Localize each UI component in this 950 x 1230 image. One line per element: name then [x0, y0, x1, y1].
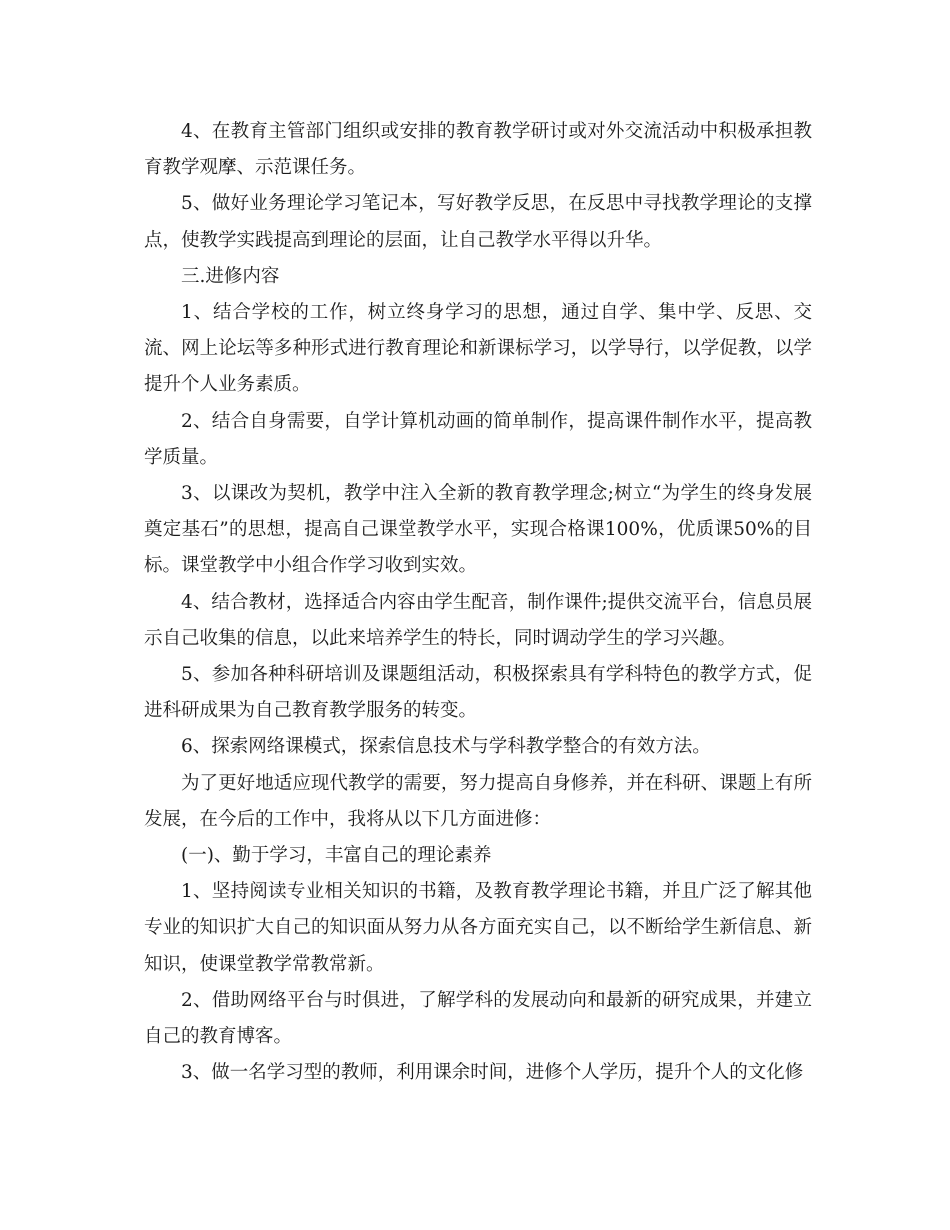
paragraph-item-1-reading: 1、坚持阅读专业相关知识的书籍，及教育教学理论书籍，并且广泛了解其他专业的知识扩大自己的知识面从努力从各方面充实自己，以不断给学生新信息、新知识，使课堂教学常教常新。	[144, 881, 812, 975]
paragraph-item-4-teaching-materials: 4、结合教材，选择适合内容由学生配音，制作课件;提供交流平台，信息员展示自己收集的信息，以此来培养学生的特长，同时调动学生的学习兴趣。	[144, 591, 812, 649]
paragraph-item-5-reflection: 5、做好业务理论学习笔记本，写好教学反思，在反思中寻找教学理论的支撑点，使教学实践提高到理论的层面，让自己教学水平得以升华。	[144, 193, 812, 251]
paragraph-item-2-courseware: 2、结合自身需要，自学计算机动画的简单制作，提高课件制作水平，提高教学质量。	[144, 410, 812, 468]
paragraph-item-5-research: 5、参加各种科研培训及课题组活动，积极探索具有学科特色的教学方式，促进科研成果为自己教育教学服务的转变。	[144, 664, 812, 722]
paragraph-intro-future-study: 为了更好地适应现代教学的需要，努力提高自身修养，并在科研、课题上有所发展，在今后的工作中，我将从以下几方面进修：	[144, 772, 812, 830]
paragraph-item-2-network-platform: 2、借助网络平台与时俱进，了解学科的发展动向和最新的研究成果，并建立自己的教育博客。	[144, 989, 812, 1048]
section-heading-study-content: 三.进修内容	[181, 265, 280, 287]
paragraph-item-3-curriculum-reform: 3、以课改为契机，教学中注入全新的教育教学理念;树立“为学生的终身发展奠定基石”的思想，提高自己课堂教学水平，实现合格课100%，优质课50%的目标。课堂教学中小组合作学习收到实效。	[144, 483, 812, 577]
paragraph-item-3-learning-teacher: 3、做一名学习型的教师，利用课余时间，进修个人学历，提升个人的文化修	[181, 1062, 804, 1084]
paragraph-item-1-lifelong-learning: 1、结合学校的工作，树立终身学习的思想，通过自学、集中学、反思、交流、网上论坛等多种形式进行教育理论和新课标学习，以学导行，以学促教，以学提升个人业务素质。	[144, 302, 812, 396]
paragraph-item-6-online-course: 6、探索网络课模式，探索信息技术与学科教学整合的有效方法。	[181, 736, 711, 758]
subheading-diligent-study: (一)、勤于学习，丰富自己的理论素养	[181, 845, 492, 867]
paragraph-item-4-observation: 4、在教育主管部门组织或安排的教育教学研讨或对外交流活动中积极承担教育教学观摩、示范课任务。	[144, 121, 812, 179]
document-body	[144, 114, 812, 1091]
